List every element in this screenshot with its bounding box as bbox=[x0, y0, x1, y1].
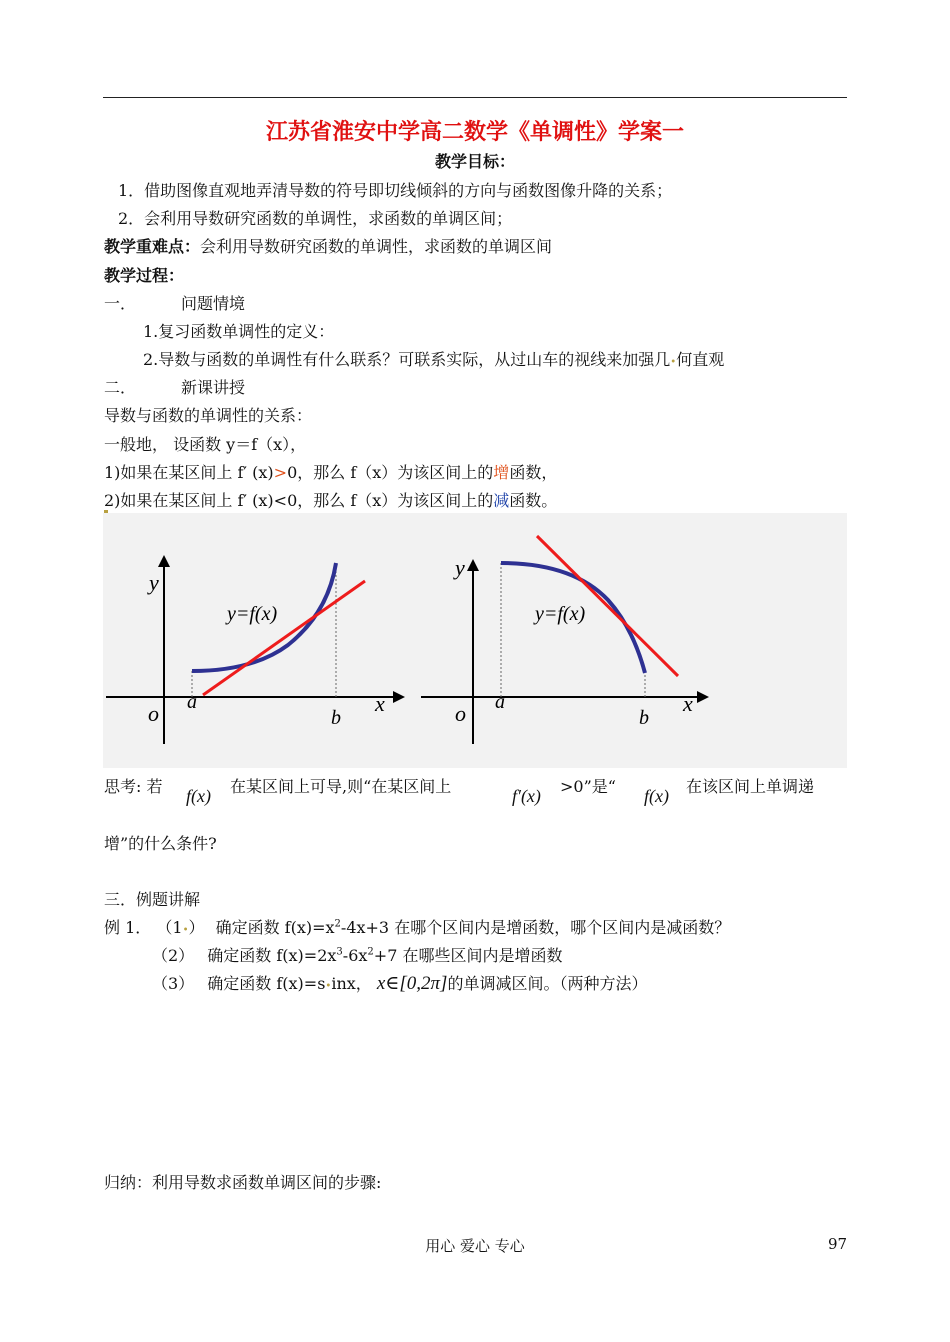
section-1-item-2 bbox=[143, 347, 724, 370]
rule-1-operator: > bbox=[273, 463, 288, 482]
question-2-prefix: 确定函数 f(x)=2x bbox=[207, 946, 337, 965]
key-points bbox=[104, 234, 552, 257]
key-points-label: 教学重难点： bbox=[104, 237, 201, 256]
summary-line: 归纳：利用导数求函数单调区间的步骤: bbox=[104, 1173, 382, 1192]
y-label-left: y bbox=[149, 570, 159, 595]
question-2 bbox=[152, 943, 562, 966]
section-1-item-2-tail: 何直观 bbox=[676, 350, 725, 369]
think-suffix: 在该区间上单调递 bbox=[686, 777, 815, 796]
section-1-number: 一． bbox=[104, 294, 137, 313]
a-label-left: a bbox=[187, 691, 197, 713]
section-1-title: 问题情境 bbox=[181, 294, 246, 313]
question-3-middle: inx， bbox=[331, 974, 372, 993]
figure-panel bbox=[103, 513, 847, 768]
objective-item-1: 1．借助图像直观地弄清导数的符号即切线倾斜的方向与函数图像升降的关系； bbox=[118, 181, 673, 200]
key-points-text: 会利用导数研究函数的单调性，求函数的单调区间 bbox=[200, 237, 553, 256]
page-title: 江苏省淮安中学高二数学《单调性》学案一 bbox=[265, 119, 684, 145]
question-1-number: （1 bbox=[156, 918, 183, 937]
footer-motto: 用心 爱心 专心 bbox=[425, 1237, 525, 1255]
question-2-suffix: +7 在哪些区间内是增函数 bbox=[373, 946, 563, 965]
question-2-number: （2） bbox=[152, 946, 195, 965]
objective-item-2: 2．会利用导数研究函数的单调性，求函数的单调区间； bbox=[118, 209, 513, 228]
question-3 bbox=[152, 971, 647, 995]
x-label-right: x bbox=[683, 691, 693, 716]
function-definition: 一般地， 设函数 y＝f（x）， bbox=[104, 435, 307, 454]
process-heading: 教学过程： bbox=[104, 266, 185, 285]
question-2-middle: -6x bbox=[342, 946, 368, 965]
think-fprime-x: f′(x) bbox=[512, 786, 541, 806]
think-fx-1: f(x) bbox=[186, 786, 211, 806]
section-2-title: 新课讲授 bbox=[181, 378, 246, 397]
x-axis-arrow-right bbox=[697, 691, 709, 703]
question-3-suffix: 的单调减区间。（两种方法） bbox=[447, 974, 648, 993]
rule-2-prefix: 2)如果在某区间上 f′ (x)<0，那么 f（x）为该区间上的 bbox=[104, 491, 494, 510]
y-axis-arrow-right bbox=[467, 559, 479, 571]
y-label-right: y bbox=[455, 555, 465, 580]
tangent-line-left bbox=[203, 581, 365, 695]
objectives-heading: 教学目标： bbox=[434, 152, 515, 171]
question-3-interval: x∈[0,2π] bbox=[376, 973, 448, 994]
relation-heading: 导数与函数的单调性的关系： bbox=[104, 406, 313, 425]
a-label-right: a bbox=[495, 691, 505, 713]
question-1-exponent: 2 bbox=[334, 918, 341, 930]
page-number: 97 bbox=[828, 1235, 848, 1253]
question-1-suffix: -4x+3 在哪个区间内是增函数，哪个区间内是减函数？ bbox=[340, 918, 731, 937]
section-1-item-1: 1.复习函数单调性的定义： bbox=[143, 322, 335, 341]
section-3-heading: 三．例题讲解 bbox=[104, 890, 201, 909]
question-1-number-close: ） bbox=[188, 918, 205, 937]
b-label-right: b bbox=[639, 707, 649, 729]
example-label: 例 1． bbox=[104, 918, 152, 937]
rule-2-keyword: 减 bbox=[493, 491, 510, 510]
x-axis-arrow-left bbox=[393, 691, 405, 703]
rule-1-middle: 0，那么 f（x）为该区间上的 bbox=[287, 463, 494, 482]
think-line-2: 增”的什么条件? bbox=[104, 834, 217, 853]
marker-dot: • bbox=[325, 981, 332, 992]
example-1 bbox=[104, 915, 730, 938]
origin-label-right: o bbox=[455, 701, 466, 726]
rule-1-suffix: 函数， bbox=[509, 463, 558, 482]
question-3-prefix: 确定函数 f(x)=s bbox=[207, 974, 326, 993]
question-2-exponent-2: 2 bbox=[367, 946, 374, 958]
marker-dot: • bbox=[182, 925, 189, 936]
rule-1-keyword: 增 bbox=[493, 463, 510, 482]
question-1-prefix: 确定函数 f(x)=x bbox=[215, 918, 335, 937]
rule-decreasing bbox=[104, 488, 557, 511]
marker-dot: • bbox=[670, 357, 677, 368]
graph-increasing bbox=[106, 555, 405, 744]
b-label-left: b bbox=[331, 707, 341, 729]
monotonicity-figure bbox=[103, 513, 847, 768]
think-fx-2: f(x) bbox=[644, 786, 669, 806]
x-label-left: x bbox=[375, 691, 385, 716]
curve-label-right: y=f(x) bbox=[535, 603, 586, 625]
section-1-item-2-text: 2.导数与函数的单调性有什么联系？可联系实际，从过山车的视线来加强几 bbox=[143, 350, 671, 369]
question-3-number: （3） bbox=[152, 974, 195, 993]
rule-1-prefix: 1)如果在某区间上 f′ (x) bbox=[104, 463, 274, 482]
think-prefix: 思考: 若 bbox=[104, 777, 163, 796]
think-middle-2: >0”是“ bbox=[560, 777, 616, 796]
section-2-number: 二． bbox=[104, 378, 137, 397]
think-middle-1: 在某区间上可导,则“在某区间上 bbox=[230, 777, 452, 796]
curve-label-left: y=f(x) bbox=[227, 603, 278, 625]
header-rule bbox=[103, 97, 847, 98]
graph-decreasing bbox=[421, 536, 709, 744]
origin-label-left: o bbox=[148, 701, 159, 726]
y-axis-arrow-left bbox=[158, 555, 170, 567]
rule-increasing bbox=[104, 460, 557, 483]
question-2-exponent-1: 3 bbox=[336, 946, 343, 958]
rule-2-suffix: 函数。 bbox=[509, 491, 558, 510]
